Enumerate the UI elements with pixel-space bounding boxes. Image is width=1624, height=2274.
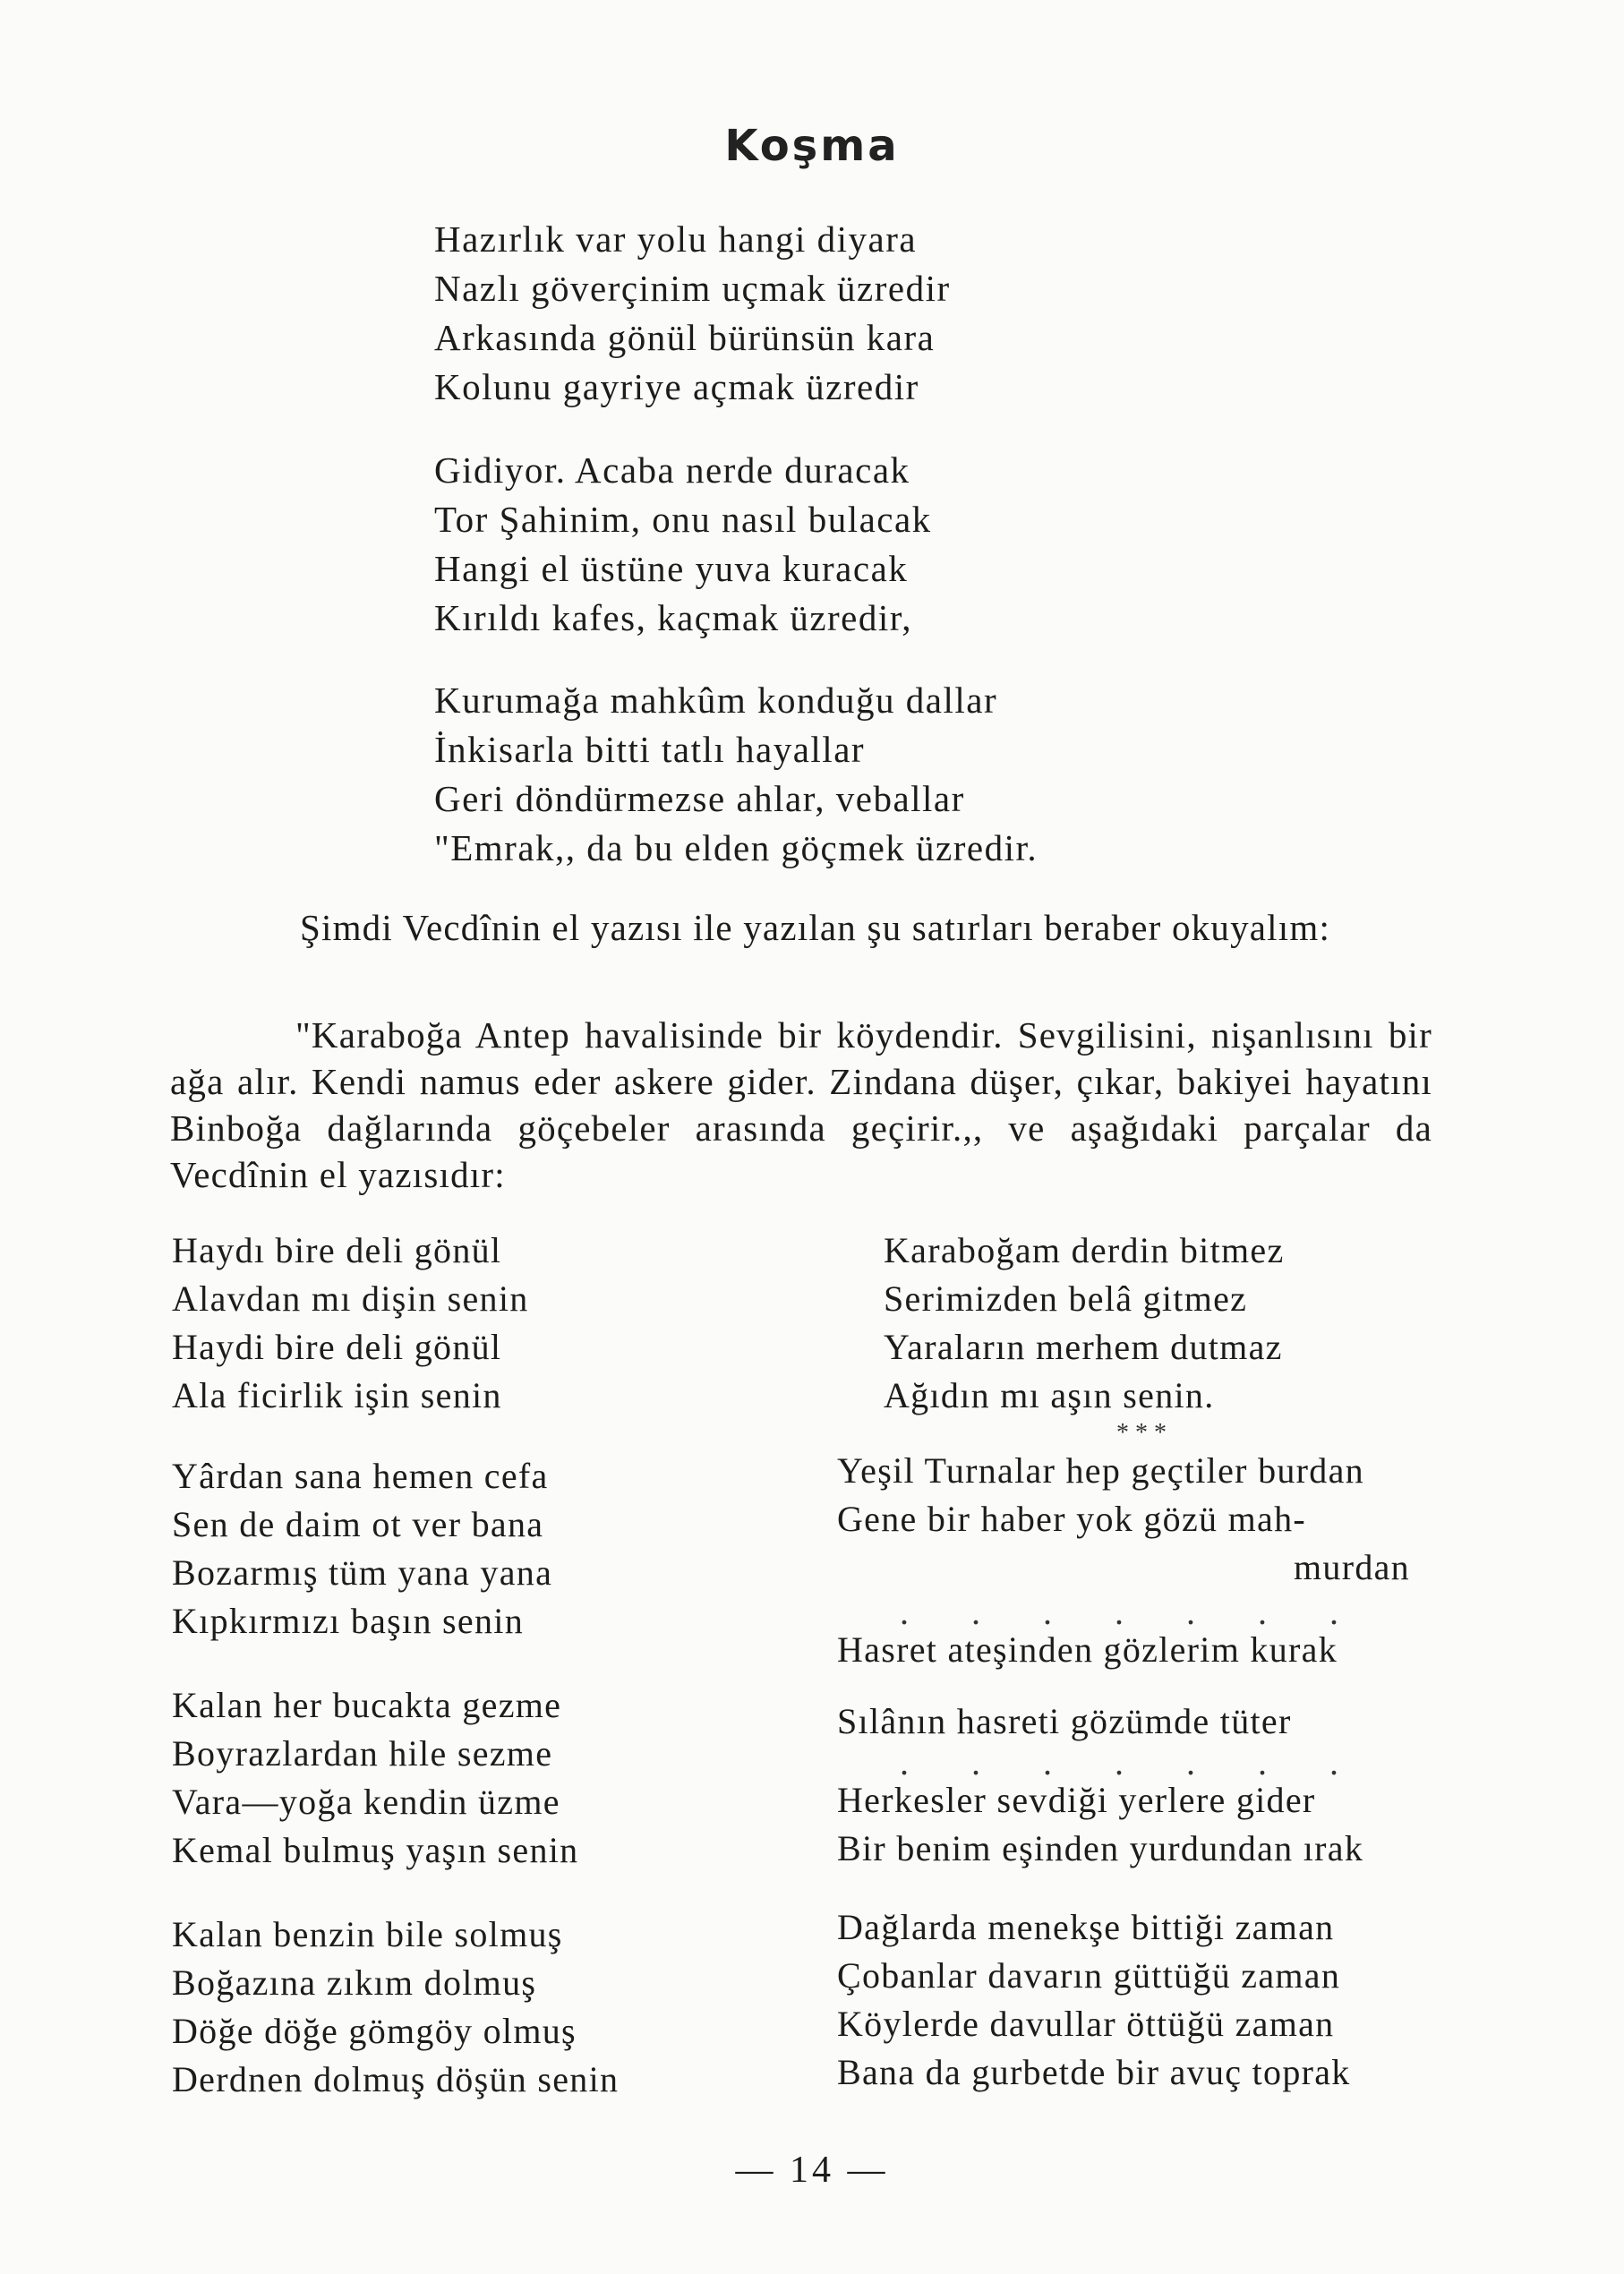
poem-line: Serimizden belâ gitmez bbox=[884, 1278, 1248, 1319]
poem-line: Dağlarda menekşe bittiği zaman bbox=[837, 1907, 1335, 1947]
poem-line: Köylerde davullar öttüğü zaman bbox=[837, 2004, 1335, 2044]
right-stanza-4 bbox=[837, 1903, 1464, 2097]
left-stanza-4 bbox=[172, 1911, 619, 2104]
right-stanza-3 bbox=[837, 1776, 1464, 1873]
poem-line: Bir benim eşinden yurdundan ırak bbox=[837, 1828, 1364, 1868]
ellipsis-dots: . . . . . . . bbox=[900, 1742, 1365, 1782]
left-column bbox=[172, 1227, 619, 2104]
poem-line: Ala ficirlik işin senin bbox=[172, 1375, 502, 1415]
poem-line: Hangi el üstüne yuva kuracak bbox=[434, 548, 909, 589]
poem-line: Hazırlık var yolu hangi diyara bbox=[434, 218, 918, 260]
right-stanza-1 bbox=[837, 1227, 1464, 1420]
poem-line: Boğazına zıkım dolmuş bbox=[172, 1962, 537, 2003]
left-stanza-3 bbox=[172, 1681, 619, 1875]
quote-text: "Karaboğa Antep havalisinde bir köydendir. Sevgilisini, nişanlısını bir ağa alır. Kendi namus eder askere gider. Zindana düşer, çıkar, bakiyei hayatını Binboğa dağlarında göçebeler arasında geçirir.,, ve aşağıdaki parçalar da Vecdînin el yazısıdır: bbox=[170, 1014, 1432, 1195]
poem-line: Kemal bulmuş yaşın senin bbox=[172, 1830, 579, 1870]
poem-line: Haydı bire deli gönül bbox=[172, 1230, 502, 1270]
poem-line: Haydi bire deli gönül bbox=[172, 1327, 502, 1367]
poem-line: Vara—yoğa kendin üzme bbox=[172, 1782, 560, 1822]
poem-line: Kalan benzin bile solmuş bbox=[172, 1914, 563, 1954]
poem-line: Sen de daim ot ver bana bbox=[172, 1504, 544, 1544]
section-stars: * * * bbox=[1116, 1419, 1167, 1447]
poem-line: Tor Şahinim, onu nasıl bulacak bbox=[434, 499, 932, 540]
poem-stanza-1 bbox=[434, 215, 951, 412]
poem-line: Kıpkırmızı başın senin bbox=[172, 1601, 524, 1641]
left-stanza-2 bbox=[172, 1452, 619, 1646]
poem-line: Nazlı göverçinim uçmak üzredir bbox=[434, 268, 951, 309]
poem-line: Arkasında gönül bürünsün kara bbox=[434, 317, 936, 358]
poem-line: Bozarmış tüm yana yana bbox=[172, 1552, 553, 1593]
ellipsis-dots: . . . . . . . bbox=[900, 1592, 1365, 1632]
poem-line: Bana da gurbetde bir avuç toprak bbox=[837, 2052, 1351, 2092]
poem-line: Karaboğam derdin bitmez bbox=[884, 1230, 1285, 1270]
poem-line: Kırıldı kafes, kaçmak üzredir, bbox=[434, 597, 913, 638]
poem-line: Alavdan mı dişin senin bbox=[172, 1278, 529, 1319]
poem-line-continuation: murdan bbox=[1294, 1547, 1410, 1587]
poem-line: Sılânın hasreti gözümde tüter bbox=[837, 1701, 1292, 1741]
poem-line: Çobanlar davarın güttüğü zaman bbox=[837, 1955, 1341, 1996]
quote-paragraph bbox=[170, 1012, 1432, 1198]
poem-line: Ağıdın mı aşın senin. bbox=[884, 1375, 1215, 1415]
poem-line: "Emrak,, da bu elden göçmek üzredir. bbox=[434, 827, 1039, 868]
intro-paragraph bbox=[170, 904, 1432, 951]
poem-line: Derdnen dolmuş döşün senin bbox=[172, 2059, 620, 2099]
poem-line: Boyrazlardan hile sezme bbox=[172, 1733, 553, 1774]
right-column bbox=[837, 1227, 1464, 2097]
left-stanza-1 bbox=[172, 1227, 619, 1420]
page-number: — 14 — bbox=[735, 2150, 889, 2191]
poem-stanza-3 bbox=[434, 676, 1038, 873]
poem-line: Gidiyor. Acaba nerde duracak bbox=[434, 449, 910, 491]
poem-line: Hasret ateşinden gözlerim kurak bbox=[837, 1629, 1338, 1670]
poem-line: Kurumağa mahkûm konduğu dallar bbox=[434, 680, 998, 721]
poem-stanza-2 bbox=[434, 446, 932, 643]
right-stanza-2 bbox=[837, 1447, 1464, 1592]
poem-line: Geri döndürmezse ahlar, veballar bbox=[434, 778, 965, 819]
intro-text: Şimdi Vecdînin el yazısı ile yazılan şu satırları beraber okuyalım: bbox=[300, 907, 1331, 948]
poem-line: İnkisarla bitti tatlı hayallar bbox=[434, 729, 866, 770]
poem-line: Kolunu gayriye açmak üzredir bbox=[434, 366, 919, 407]
poem-line: Döğe döğe gömgöy olmuş bbox=[172, 2011, 577, 2051]
poem-line: Yeşil Turnalar hep geçtiler burdan bbox=[837, 1450, 1364, 1491]
page-title: Koşma bbox=[724, 121, 900, 171]
poem-line: Kalan her bucakta gezme bbox=[172, 1685, 562, 1725]
poem-line: Gene bir haber yok gözü mah- bbox=[837, 1499, 1306, 1539]
poem-line: Yârdan sana hemen cefa bbox=[172, 1456, 549, 1496]
poem-line: Herkesler sevdiği yerlere gider bbox=[837, 1780, 1316, 1820]
poem-line: Yaraların merhem dutmaz bbox=[884, 1327, 1283, 1367]
